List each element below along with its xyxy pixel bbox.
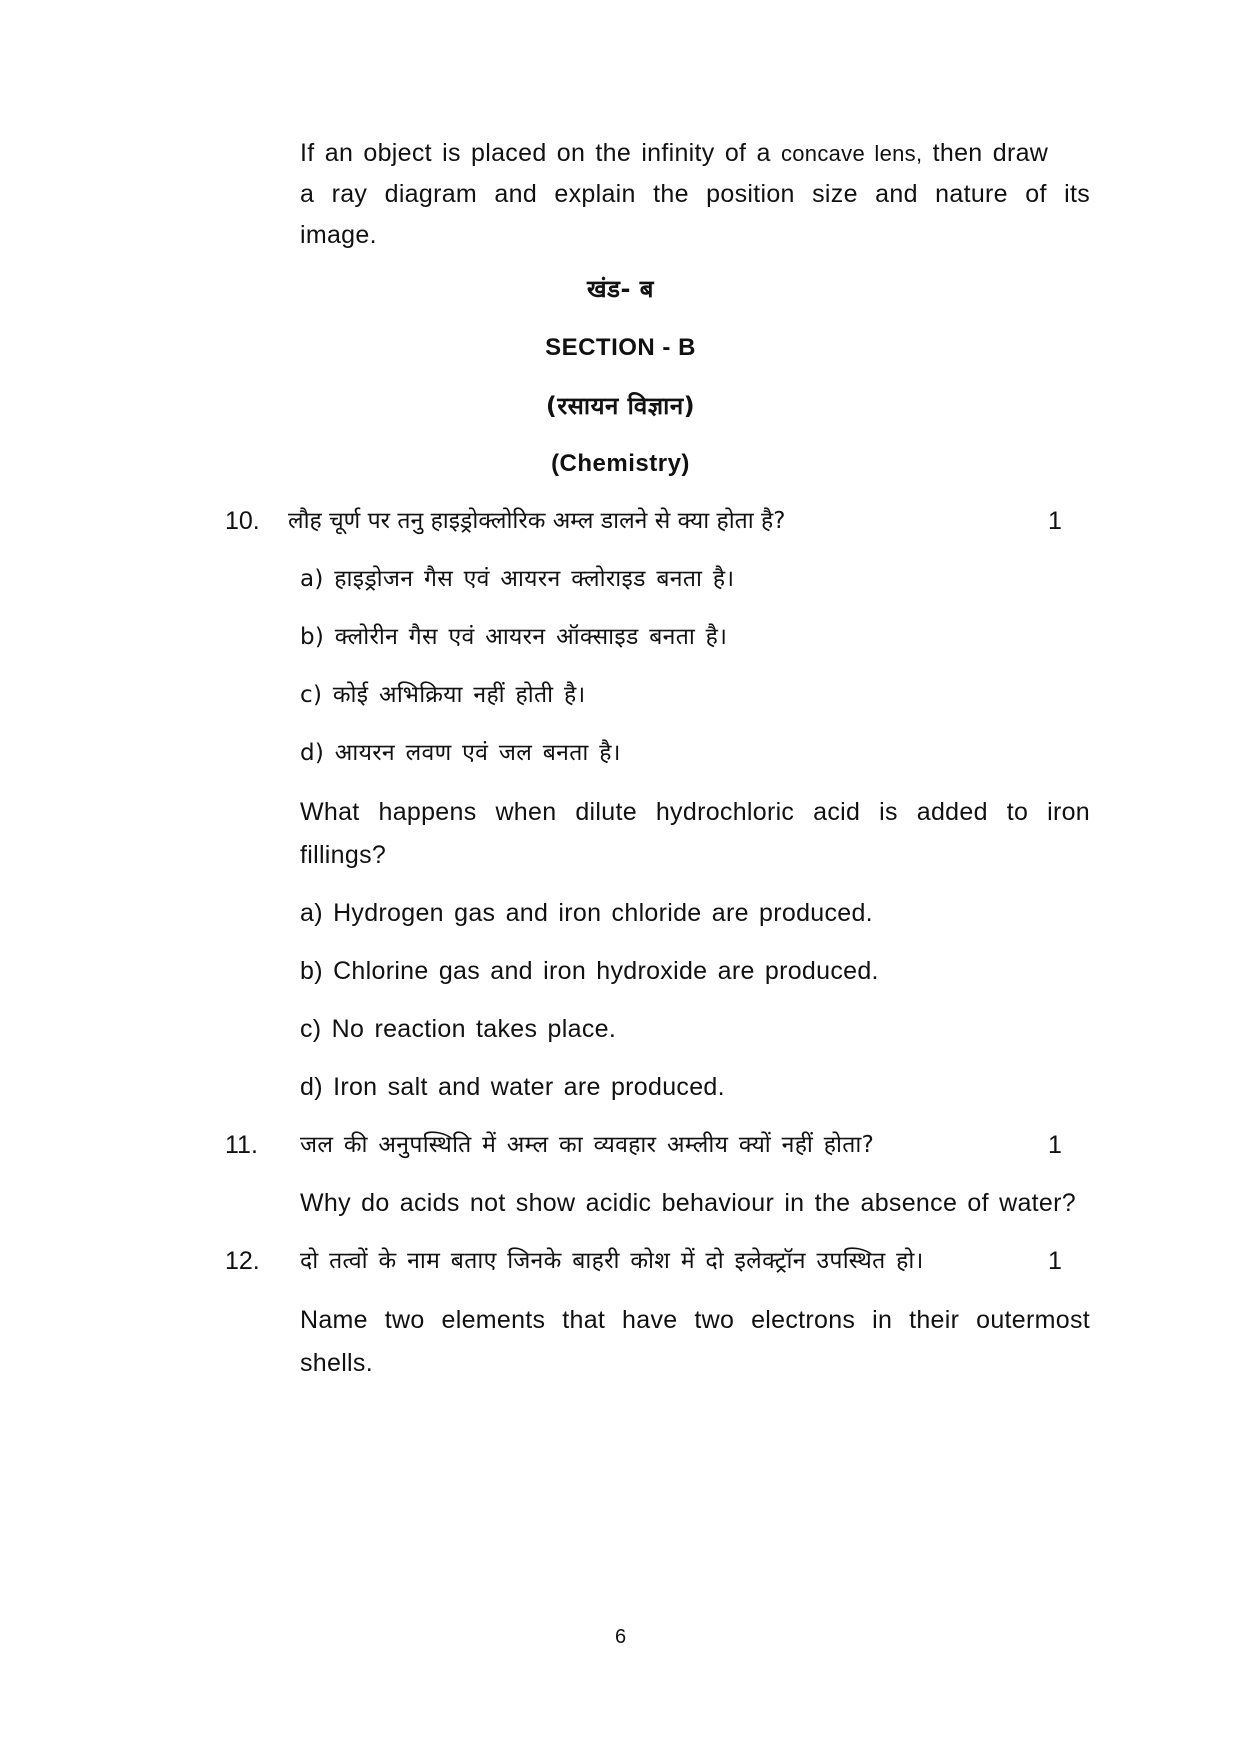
option-hindi-d: d) आयरन लवण एवं जल बनता है। xyxy=(300,740,621,766)
subject-heading-english: (Chemistry) xyxy=(551,450,690,477)
question-number: 11. xyxy=(225,1131,258,1159)
question-text-english-line-2: fillings? xyxy=(300,841,387,869)
question-text-english-line-2: shells. xyxy=(300,1349,373,1377)
intro-line-1-pre: If an object is placed on the infinity of a xyxy=(300,139,781,167)
intro-line-1 xyxy=(300,136,1090,171)
intro-line-2: a ray diagram and explain the position size and nature of its xyxy=(300,180,1090,208)
subject-heading-hindi: (रसायन विज्ञान) xyxy=(545,392,696,420)
question-text-hindi: जल की अनुपस्थिति में अम्ल का व्यवहार अम्लीय क्यों नहीं होता? xyxy=(300,1132,875,1158)
option-english-c: c) No reaction takes place. xyxy=(300,1015,617,1043)
question-number: 10. xyxy=(225,507,260,535)
option-hindi-a: a) हाइड्रोजन गैस एवं आयरन क्लोराइड बनता है। xyxy=(300,566,735,592)
option-hindi-b: b) क्लोरीन गैस एवं आयरन ऑक्साइड बनता है। xyxy=(300,624,728,650)
intro-line-3: image. xyxy=(300,221,377,249)
question-marks: 1 xyxy=(1048,1247,1062,1275)
intro-line-1-text xyxy=(300,136,1048,171)
question-marks: 1 xyxy=(1048,507,1062,535)
question-number: 12. xyxy=(225,1247,260,1275)
intro-line-1-post: then draw xyxy=(922,139,1049,167)
section-heading-english: SECTION - B xyxy=(545,334,696,361)
option-hindi-c: c) कोई अभिक्रिया नहीं होती है। xyxy=(300,682,586,708)
intro-line-1-small: concave lens, xyxy=(780,141,923,166)
question-text-hindi: लौह चूर्ण पर तनु हाइड्रोक्लोरिक अम्ल डालने से क्या होता है? xyxy=(288,508,786,534)
option-english-a: a) Hydrogen gas and iron chloride are produced. xyxy=(300,899,873,927)
question-marks: 1 xyxy=(1048,1131,1062,1159)
section-heading-hindi: खंड- ब xyxy=(587,275,654,303)
question-text-english: Why do acids not show acidic behaviour in the absence of water? xyxy=(300,1189,1076,1217)
option-english-d: d) Iron salt and water are produced. xyxy=(300,1073,725,1101)
page-number: 6 xyxy=(614,1626,627,1648)
option-english-b: b) Chlorine gas and iron hydroxide are produced. xyxy=(300,957,879,985)
question-text-hindi: दो तत्वों के नाम बताए जिनके बाहरी कोश में दो इलेक्ट्रॉन उपस्थित हो। xyxy=(300,1248,924,1274)
question-text-english-line-1: What happens when dilute hydrochloric acid is added to iron xyxy=(300,798,1090,826)
question-text-english-line-1: Name two elements that have two electrons in their outermost xyxy=(300,1306,1090,1334)
